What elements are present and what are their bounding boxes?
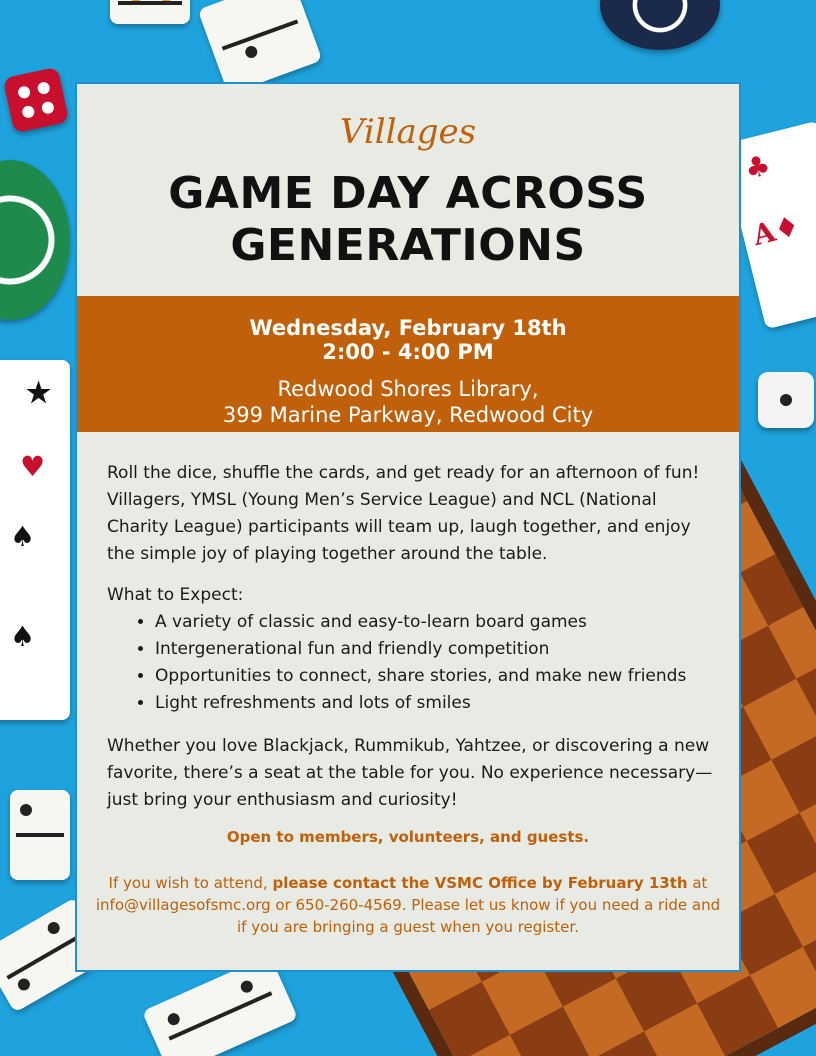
- event-details-band: [77, 296, 739, 432]
- domino-icon: [110, 0, 190, 24]
- event-description: [107, 460, 715, 828]
- dice-icon: [3, 67, 69, 133]
- open-to-note: Open to members, volunteers, and guests.: [226, 828, 590, 846]
- contact-deadline: please contact the VSMC Office by February 13th: [272, 874, 688, 892]
- contact-details: at info@villagesofsmc.org or 650-260-4569. Please let us know if you need a ride and if you are bringing a guest when you register.: [95, 874, 721, 936]
- playing-card-icon: ♣ A♦: [721, 121, 816, 330]
- expect-list: [107, 609, 715, 717]
- list-item: • Opportunities to connect, share stories, and make new friends: [155, 663, 715, 690]
- domino-icon: [10, 790, 70, 880]
- title-line-2: GENERATIONS: [230, 220, 586, 271]
- list-item: • A variety of classic and easy-to-learn board games: [155, 609, 715, 636]
- event-venue: Redwood Shores Library,: [277, 377, 539, 401]
- contact-info: [91, 872, 725, 938]
- flyer-panel: [75, 82, 741, 972]
- expect-heading: What to Expect:: [107, 585, 244, 605]
- title-line-1: GAME DAY ACROSS: [168, 168, 648, 219]
- intro-paragraph: Roll the dice, shuffle the cards, and get ready for an afternoon of fun! Villagers, YMSL (Young Men’s Service League) and NCL (National Charity League) participants will team up, laugh together, and enjoy the simple joy of playing together around the table.: [107, 463, 700, 564]
- event-time: 2:00 - 4:00 PM: [322, 340, 494, 364]
- event-date: Wednesday, February 18th: [249, 316, 567, 340]
- poker-chip-icon: [600, 0, 720, 50]
- playing-card-icon: ★ ♥ ♠ ♠: [0, 360, 70, 720]
- brand-script-title: Villages: [339, 112, 477, 152]
- event-address: 399 Marine Parkway, Redwood City: [222, 403, 594, 427]
- closing-paragraph: Whether you love Blackjack, Rummikub, Yahtzee, or discovering a new favorite, there’s a seat at the table for you. No experience necessary—just bring your enthusiasm and curiosity!: [107, 736, 713, 810]
- page-title: [77, 168, 739, 272]
- poker-chip-icon: [0, 160, 70, 320]
- domino-icon: [198, 0, 323, 94]
- dice-icon: [758, 372, 814, 428]
- contact-lead: If you wish to attend,: [108, 874, 273, 892]
- list-item: • Light refreshments and lots of smiles: [155, 690, 715, 717]
- list-item: • Intergenerational fun and friendly competition: [155, 636, 715, 663]
